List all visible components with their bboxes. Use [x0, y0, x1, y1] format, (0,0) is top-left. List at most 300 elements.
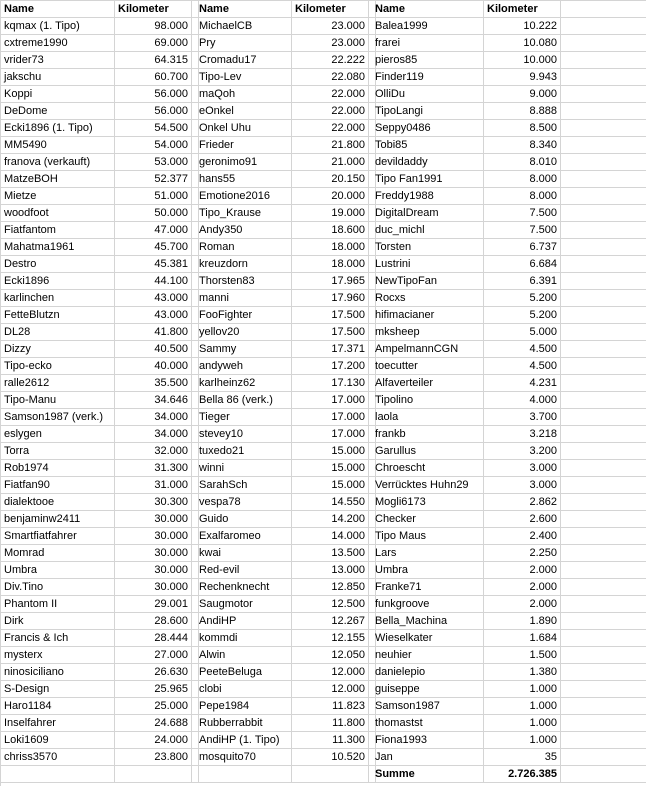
km-cell[interactable]: 14.550 [292, 494, 369, 511]
name-cell[interactable]: Phantom II [1, 596, 115, 613]
name-cell[interactable]: Garullus [372, 443, 484, 460]
name-cell[interactable]: frankb [372, 426, 484, 443]
km-cell[interactable]: 23.000 [292, 35, 369, 52]
empty-cell[interactable] [561, 647, 646, 664]
km-cell[interactable]: 13.500 [292, 545, 369, 562]
empty-cell[interactable] [561, 1, 646, 18]
name-cell[interactable]: hans55 [196, 171, 292, 188]
name-cell[interactable]: Freddy1988 [372, 188, 484, 205]
header-km-2[interactable]: Kilometer [292, 1, 369, 18]
km-cell[interactable]: 40.500 [115, 341, 192, 358]
name-cell[interactable]: jakschu [1, 69, 115, 86]
km-cell[interactable]: 30.300 [115, 494, 192, 511]
name-cell[interactable]: Emotione2016 [196, 188, 292, 205]
name-cell[interactable]: Haro1184 [1, 698, 115, 715]
name-cell[interactable]: clobi [196, 681, 292, 698]
km-cell[interactable]: 17.000 [292, 426, 369, 443]
km-cell[interactable]: 1.500 [484, 647, 561, 664]
name-cell[interactable]: Rubberrabbit [196, 715, 292, 732]
header-name-1[interactable]: Name [1, 1, 115, 18]
empty-cell[interactable] [561, 86, 646, 103]
km-cell[interactable]: 11.800 [292, 715, 369, 732]
empty-cell[interactable] [561, 732, 646, 749]
km-cell[interactable]: 40.000 [115, 358, 192, 375]
empty-cell[interactable] [561, 596, 646, 613]
km-cell[interactable]: 60.700 [115, 69, 192, 86]
name-cell[interactable]: maQoh [196, 86, 292, 103]
name-cell[interactable]: Tipo_Krause [196, 205, 292, 222]
km-cell[interactable]: 18.000 [292, 239, 369, 256]
name-cell[interactable]: Torra [1, 443, 115, 460]
name-cell[interactable]: Inselfahrer [1, 715, 115, 732]
name-cell[interactable]: Cromadu17 [196, 52, 292, 69]
name-cell[interactable]: kqmax (1. Tipo) [1, 18, 115, 35]
km-cell[interactable]: 2.250 [484, 545, 561, 562]
km-cell[interactable]: 26.630 [115, 664, 192, 681]
km-cell[interactable]: 11.823 [292, 698, 369, 715]
km-cell[interactable]: 56.000 [115, 86, 192, 103]
km-cell[interactable]: 10.080 [484, 35, 561, 52]
name-cell[interactable]: Fiatfan90 [1, 477, 115, 494]
km-cell[interactable]: 53.000 [115, 154, 192, 171]
name-cell[interactable]: PeeteBeluga [196, 664, 292, 681]
km-cell[interactable]: 17.960 [292, 290, 369, 307]
name-cell[interactable]: MichaelCB [196, 18, 292, 35]
header-name-2[interactable]: Name [196, 1, 292, 18]
name-cell[interactable]: Pry [196, 35, 292, 52]
km-cell[interactable]: 50.000 [115, 205, 192, 222]
empty-cell[interactable] [561, 460, 646, 477]
name-cell[interactable]: SarahSch [196, 477, 292, 494]
name-cell[interactable]: NewTipoFan [372, 273, 484, 290]
km-cell[interactable]: 2.600 [484, 511, 561, 528]
km-cell[interactable]: 25.000 [115, 698, 192, 715]
km-cell[interactable]: 51.000 [115, 188, 192, 205]
name-cell[interactable]: Destro [1, 256, 115, 273]
km-cell[interactable]: 22.000 [292, 120, 369, 137]
name-cell[interactable]: winni [196, 460, 292, 477]
km-cell[interactable]: 22.000 [292, 86, 369, 103]
empty-cell[interactable] [561, 222, 646, 239]
km-cell[interactable]: 20.150 [292, 171, 369, 188]
name-cell[interactable]: Tipo-Lev [196, 69, 292, 86]
name-cell[interactable]: Dizzy [1, 341, 115, 358]
empty-cell[interactable] [561, 239, 646, 256]
name-cell[interactable]: Checker [372, 511, 484, 528]
name-cell[interactable]: Smartfiatfahrer [1, 528, 115, 545]
name-cell[interactable]: Dirk [1, 613, 115, 630]
km-cell[interactable]: 6.391 [484, 273, 561, 290]
name-cell[interactable]: woodfoot [1, 205, 115, 222]
empty-cell[interactable] [561, 477, 646, 494]
name-cell[interactable]: Tieger [196, 409, 292, 426]
name-cell[interactable]: Bella_Machina [372, 613, 484, 630]
name-cell[interactable]: geronimo91 [196, 154, 292, 171]
name-cell[interactable]: ralle2612 [1, 375, 115, 392]
header-name-3[interactable]: Name [372, 1, 484, 18]
name-cell[interactable]: frarei [372, 35, 484, 52]
name-cell[interactable]: Umbra [1, 562, 115, 579]
name-cell[interactable]: toecutter [372, 358, 484, 375]
name-cell[interactable]: DL28 [1, 324, 115, 341]
name-cell[interactable]: Guido [196, 511, 292, 528]
km-cell[interactable]: 98.000 [115, 18, 192, 35]
empty-cell[interactable] [561, 443, 646, 460]
name-cell[interactable]: Saugmotor [196, 596, 292, 613]
km-cell[interactable]: 3.000 [484, 477, 561, 494]
empty-cell[interactable] [561, 188, 646, 205]
km-cell[interactable]: 2.400 [484, 528, 561, 545]
empty-cell[interactable] [561, 18, 646, 35]
name-cell[interactable]: AmpelmannCGN [372, 341, 484, 358]
km-cell[interactable]: 3.200 [484, 443, 561, 460]
km-cell[interactable]: 5.200 [484, 290, 561, 307]
km-cell[interactable]: 47.000 [115, 222, 192, 239]
km-cell[interactable]: 15.000 [292, 477, 369, 494]
km-cell[interactable]: 8.500 [484, 120, 561, 137]
name-cell[interactable]: Umbra [372, 562, 484, 579]
name-cell[interactable]: guiseppe [372, 681, 484, 698]
empty-cell[interactable] [561, 664, 646, 681]
name-cell[interactable]: manni [196, 290, 292, 307]
km-cell[interactable]: 30.000 [115, 511, 192, 528]
km-cell[interactable]: 10.520 [292, 749, 369, 766]
km-cell[interactable]: 14.000 [292, 528, 369, 545]
name-cell[interactable]: Finder119 [372, 69, 484, 86]
km-cell[interactable]: 3.000 [484, 460, 561, 477]
name-cell[interactable]: Balea1999 [372, 18, 484, 35]
name-cell[interactable]: Rob1974 [1, 460, 115, 477]
name-cell[interactable]: S-Design [1, 681, 115, 698]
km-cell[interactable]: 28.444 [115, 630, 192, 647]
name-cell[interactable]: AndiHP (1. Tipo) [196, 732, 292, 749]
name-cell[interactable]: Frieder [196, 137, 292, 154]
km-cell[interactable]: 5.000 [484, 324, 561, 341]
km-cell[interactable]: 12.850 [292, 579, 369, 596]
km-cell[interactable] [115, 766, 192, 783]
km-cell[interactable]: 12.500 [292, 596, 369, 613]
name-cell[interactable]: Mietze [1, 188, 115, 205]
name-cell[interactable]: thomastst [372, 715, 484, 732]
km-cell[interactable]: 19.000 [292, 205, 369, 222]
empty-cell[interactable] [561, 579, 646, 596]
km-cell[interactable]: 64.315 [115, 52, 192, 69]
name-cell[interactable]: Tipo Maus [372, 528, 484, 545]
name-cell[interactable]: mksheep [372, 324, 484, 341]
name-cell[interactable]: Tobi85 [372, 137, 484, 154]
km-cell[interactable]: 2.862 [484, 494, 561, 511]
km-cell[interactable]: 54.500 [115, 120, 192, 137]
km-cell[interactable]: 52.377 [115, 171, 192, 188]
km-cell[interactable]: 10.000 [484, 52, 561, 69]
name-cell[interactable]: Tipo-Manu [1, 392, 115, 409]
name-cell[interactable]: Franke71 [372, 579, 484, 596]
empty-cell[interactable] [561, 341, 646, 358]
km-cell[interactable]: 7.500 [484, 222, 561, 239]
km-cell[interactable]: 17.500 [292, 307, 369, 324]
km-cell[interactable]: 17.371 [292, 341, 369, 358]
name-cell[interactable]: Momrad [1, 545, 115, 562]
km-cell[interactable]: 17.200 [292, 358, 369, 375]
name-cell[interactable]: FooFighter [196, 307, 292, 324]
empty-cell[interactable] [561, 358, 646, 375]
km-cell[interactable]: 13.000 [292, 562, 369, 579]
name-cell[interactable]: Lars [372, 545, 484, 562]
empty-cell[interactable] [561, 256, 646, 273]
km-cell[interactable]: 2.726.385 [484, 766, 561, 783]
km-cell[interactable]: 1.000 [484, 732, 561, 749]
name-cell[interactable]: Thorsten83 [196, 273, 292, 290]
name-cell[interactable]: mysterx [1, 647, 115, 664]
km-cell[interactable]: 4.500 [484, 341, 561, 358]
name-cell[interactable]: Mogli6173 [372, 494, 484, 511]
km-cell[interactable]: 8.340 [484, 137, 561, 154]
km-cell[interactable]: 28.600 [115, 613, 192, 630]
name-cell[interactable]: Mahatma1961 [1, 239, 115, 256]
name-cell[interactable]: Wieselkater [372, 630, 484, 647]
empty-cell[interactable] [561, 273, 646, 290]
name-cell[interactable] [1, 766, 115, 783]
km-cell[interactable]: 9.943 [484, 69, 561, 86]
empty-cell[interactable] [561, 715, 646, 732]
name-cell[interactable]: Torsten [372, 239, 484, 256]
km-cell[interactable]: 31.000 [115, 477, 192, 494]
name-cell[interactable]: Tipo-ecko [1, 358, 115, 375]
km-cell[interactable]: 25.965 [115, 681, 192, 698]
km-cell[interactable]: 45.700 [115, 239, 192, 256]
empty-cell[interactable] [561, 103, 646, 120]
name-cell[interactable]: Alwin [196, 647, 292, 664]
km-cell[interactable]: 23.000 [292, 18, 369, 35]
km-cell[interactable]: 41.800 [115, 324, 192, 341]
name-cell[interactable]: cxtreme1990 [1, 35, 115, 52]
name-cell[interactable]: Loki1609 [1, 732, 115, 749]
empty-cell[interactable] [561, 528, 646, 545]
empty-cell[interactable] [561, 698, 646, 715]
km-cell[interactable]: 22.000 [292, 103, 369, 120]
km-cell[interactable]: 23.800 [115, 749, 192, 766]
km-cell[interactable]: 24.000 [115, 732, 192, 749]
km-cell[interactable]: 34.000 [115, 426, 192, 443]
name-cell[interactable]: TipoLangi [372, 103, 484, 120]
name-cell[interactable]: eOnkel [196, 103, 292, 120]
km-cell[interactable]: 8.000 [484, 188, 561, 205]
empty-cell[interactable] [561, 766, 646, 783]
name-cell[interactable]: Summe [372, 766, 484, 783]
name-cell[interactable]: Roman [196, 239, 292, 256]
name-cell[interactable]: andyweh [196, 358, 292, 375]
empty-cell[interactable] [561, 205, 646, 222]
km-cell[interactable]: 69.000 [115, 35, 192, 52]
empty-cell[interactable] [561, 511, 646, 528]
empty-cell[interactable] [561, 409, 646, 426]
km-cell[interactable]: 12.267 [292, 613, 369, 630]
name-cell[interactable]: karlheinz62 [196, 375, 292, 392]
empty-cell[interactable] [561, 69, 646, 86]
km-cell[interactable]: 8.888 [484, 103, 561, 120]
name-cell[interactable]: neuhier [372, 647, 484, 664]
km-cell[interactable] [292, 766, 369, 783]
km-cell[interactable]: 56.000 [115, 103, 192, 120]
km-cell[interactable]: 35.500 [115, 375, 192, 392]
name-cell[interactable]: chriss3570 [1, 749, 115, 766]
name-cell[interactable]: Rechenknecht [196, 579, 292, 596]
name-cell[interactable]: eslygen [1, 426, 115, 443]
name-cell[interactable]: Koppi [1, 86, 115, 103]
empty-cell[interactable] [561, 681, 646, 698]
km-cell[interactable]: 2.000 [484, 596, 561, 613]
name-cell[interactable]: FetteBlutzn [1, 307, 115, 324]
km-cell[interactable]: 12.000 [292, 664, 369, 681]
km-cell[interactable]: 6.684 [484, 256, 561, 273]
name-cell[interactable]: Div.Tino [1, 579, 115, 596]
km-cell[interactable]: 8.010 [484, 154, 561, 171]
km-cell[interactable]: 18.000 [292, 256, 369, 273]
name-cell[interactable]: Pepe1984 [196, 698, 292, 715]
empty-cell[interactable] [561, 749, 646, 766]
empty-cell[interactable] [561, 35, 646, 52]
name-cell[interactable]: MM5490 [1, 137, 115, 154]
name-cell[interactable]: DeDome [1, 103, 115, 120]
km-cell[interactable]: 3.700 [484, 409, 561, 426]
name-cell[interactable]: Ecki1896 [1, 273, 115, 290]
km-cell[interactable]: 4.500 [484, 358, 561, 375]
empty-cell[interactable] [561, 562, 646, 579]
km-cell[interactable]: 4.000 [484, 392, 561, 409]
name-cell[interactable]: danielepio [372, 664, 484, 681]
name-cell[interactable]: stevey10 [196, 426, 292, 443]
empty-cell[interactable] [561, 137, 646, 154]
empty-cell[interactable] [561, 392, 646, 409]
name-cell[interactable]: karlinchen [1, 290, 115, 307]
empty-cell[interactable] [561, 154, 646, 171]
empty-cell[interactable] [561, 613, 646, 630]
km-cell[interactable]: 45.381 [115, 256, 192, 273]
name-cell[interactable]: DigitalDream [372, 205, 484, 222]
name-cell[interactable]: funkgroove [372, 596, 484, 613]
name-cell[interactable]: Exalfaromeo [196, 528, 292, 545]
km-cell[interactable]: 43.000 [115, 290, 192, 307]
km-cell[interactable]: 35 [484, 749, 561, 766]
km-cell[interactable]: 43.000 [115, 307, 192, 324]
km-cell[interactable]: 17.000 [292, 409, 369, 426]
km-cell[interactable]: 30.000 [115, 579, 192, 596]
km-cell[interactable]: 8.000 [484, 171, 561, 188]
km-cell[interactable]: 34.000 [115, 409, 192, 426]
name-cell[interactable]: OlliDu [372, 86, 484, 103]
km-cell[interactable]: 21.800 [292, 137, 369, 154]
name-cell[interactable]: laola [372, 409, 484, 426]
name-cell[interactable]: vrider73 [1, 52, 115, 69]
km-cell[interactable]: 20.000 [292, 188, 369, 205]
empty-cell[interactable] [561, 545, 646, 562]
km-cell[interactable]: 22.222 [292, 52, 369, 69]
km-cell[interactable]: 18.600 [292, 222, 369, 239]
name-cell[interactable]: Tipolino [372, 392, 484, 409]
name-cell[interactable]: Andy350 [196, 222, 292, 239]
km-cell[interactable]: 30.000 [115, 545, 192, 562]
name-cell[interactable]: pieros85 [372, 52, 484, 69]
km-cell[interactable]: 27.000 [115, 647, 192, 664]
name-cell[interactable]: Samson1987 [372, 698, 484, 715]
name-cell[interactable]: Bella 86 (verk.) [196, 392, 292, 409]
km-cell[interactable]: 12.155 [292, 630, 369, 647]
km-cell[interactable]: 1.380 [484, 664, 561, 681]
name-cell[interactable]: Fiatfantom [1, 222, 115, 239]
name-cell[interactable] [196, 766, 292, 783]
km-cell[interactable]: 32.000 [115, 443, 192, 460]
name-cell[interactable]: Samson1987 (verk.) [1, 409, 115, 426]
name-cell[interactable]: Verrücktes Huhn29 [372, 477, 484, 494]
name-cell[interactable]: mosquito70 [196, 749, 292, 766]
empty-cell[interactable] [561, 324, 646, 341]
km-cell[interactable]: 21.000 [292, 154, 369, 171]
empty-cell[interactable] [561, 375, 646, 392]
name-cell[interactable]: kommdi [196, 630, 292, 647]
name-cell[interactable]: Jan [372, 749, 484, 766]
km-cell[interactable]: 1.684 [484, 630, 561, 647]
name-cell[interactable]: Francis & Ich [1, 630, 115, 647]
km-cell[interactable]: 17.965 [292, 273, 369, 290]
km-cell[interactable]: 10.222 [484, 18, 561, 35]
empty-cell[interactable] [561, 171, 646, 188]
empty-cell[interactable] [561, 290, 646, 307]
empty-cell[interactable] [561, 120, 646, 137]
km-cell[interactable]: 12.050 [292, 647, 369, 664]
name-cell[interactable]: Ecki1896 (1. Tipo) [1, 120, 115, 137]
name-cell[interactable]: MatzeBOH [1, 171, 115, 188]
km-cell[interactable]: 30.000 [115, 528, 192, 545]
km-cell[interactable]: 6.737 [484, 239, 561, 256]
km-cell[interactable]: 1.000 [484, 698, 561, 715]
km-cell[interactable]: 30.000 [115, 562, 192, 579]
name-cell[interactable]: Rocxs [372, 290, 484, 307]
km-cell[interactable]: 15.000 [292, 443, 369, 460]
km-cell[interactable]: 9.000 [484, 86, 561, 103]
km-cell[interactable]: 2.000 [484, 562, 561, 579]
km-cell[interactable]: 34.646 [115, 392, 192, 409]
km-cell[interactable]: 14.200 [292, 511, 369, 528]
name-cell[interactable]: AndiHP [196, 613, 292, 630]
name-cell[interactable]: Alfaverteiler [372, 375, 484, 392]
empty-cell[interactable] [561, 426, 646, 443]
name-cell[interactable]: hifimacianer [372, 307, 484, 324]
name-cell[interactable]: vespa78 [196, 494, 292, 511]
km-cell[interactable]: 17.500 [292, 324, 369, 341]
empty-cell[interactable] [561, 307, 646, 324]
name-cell[interactable]: Onkel Uhu [196, 120, 292, 137]
name-cell[interactable]: duc_michl [372, 222, 484, 239]
name-cell[interactable]: yellov20 [196, 324, 292, 341]
name-cell[interactable]: dialektooe [1, 494, 115, 511]
km-cell[interactable]: 22.080 [292, 69, 369, 86]
km-cell[interactable]: 4.231 [484, 375, 561, 392]
km-cell[interactable]: 2.000 [484, 579, 561, 596]
km-cell[interactable]: 44.100 [115, 273, 192, 290]
km-cell[interactable]: 3.218 [484, 426, 561, 443]
km-cell[interactable]: 29.001 [115, 596, 192, 613]
name-cell[interactable]: ninosiciliano [1, 664, 115, 681]
km-cell[interactable]: 15.000 [292, 460, 369, 477]
name-cell[interactable]: Chroescht [372, 460, 484, 477]
name-cell[interactable]: tuxedo21 [196, 443, 292, 460]
km-cell[interactable]: 7.500 [484, 205, 561, 222]
name-cell[interactable]: Sammy [196, 341, 292, 358]
empty-cell[interactable] [561, 52, 646, 69]
header-km-3[interactable]: Kilometer [484, 1, 561, 18]
km-cell[interactable]: 17.000 [292, 392, 369, 409]
name-cell[interactable]: Seppy0486 [372, 120, 484, 137]
